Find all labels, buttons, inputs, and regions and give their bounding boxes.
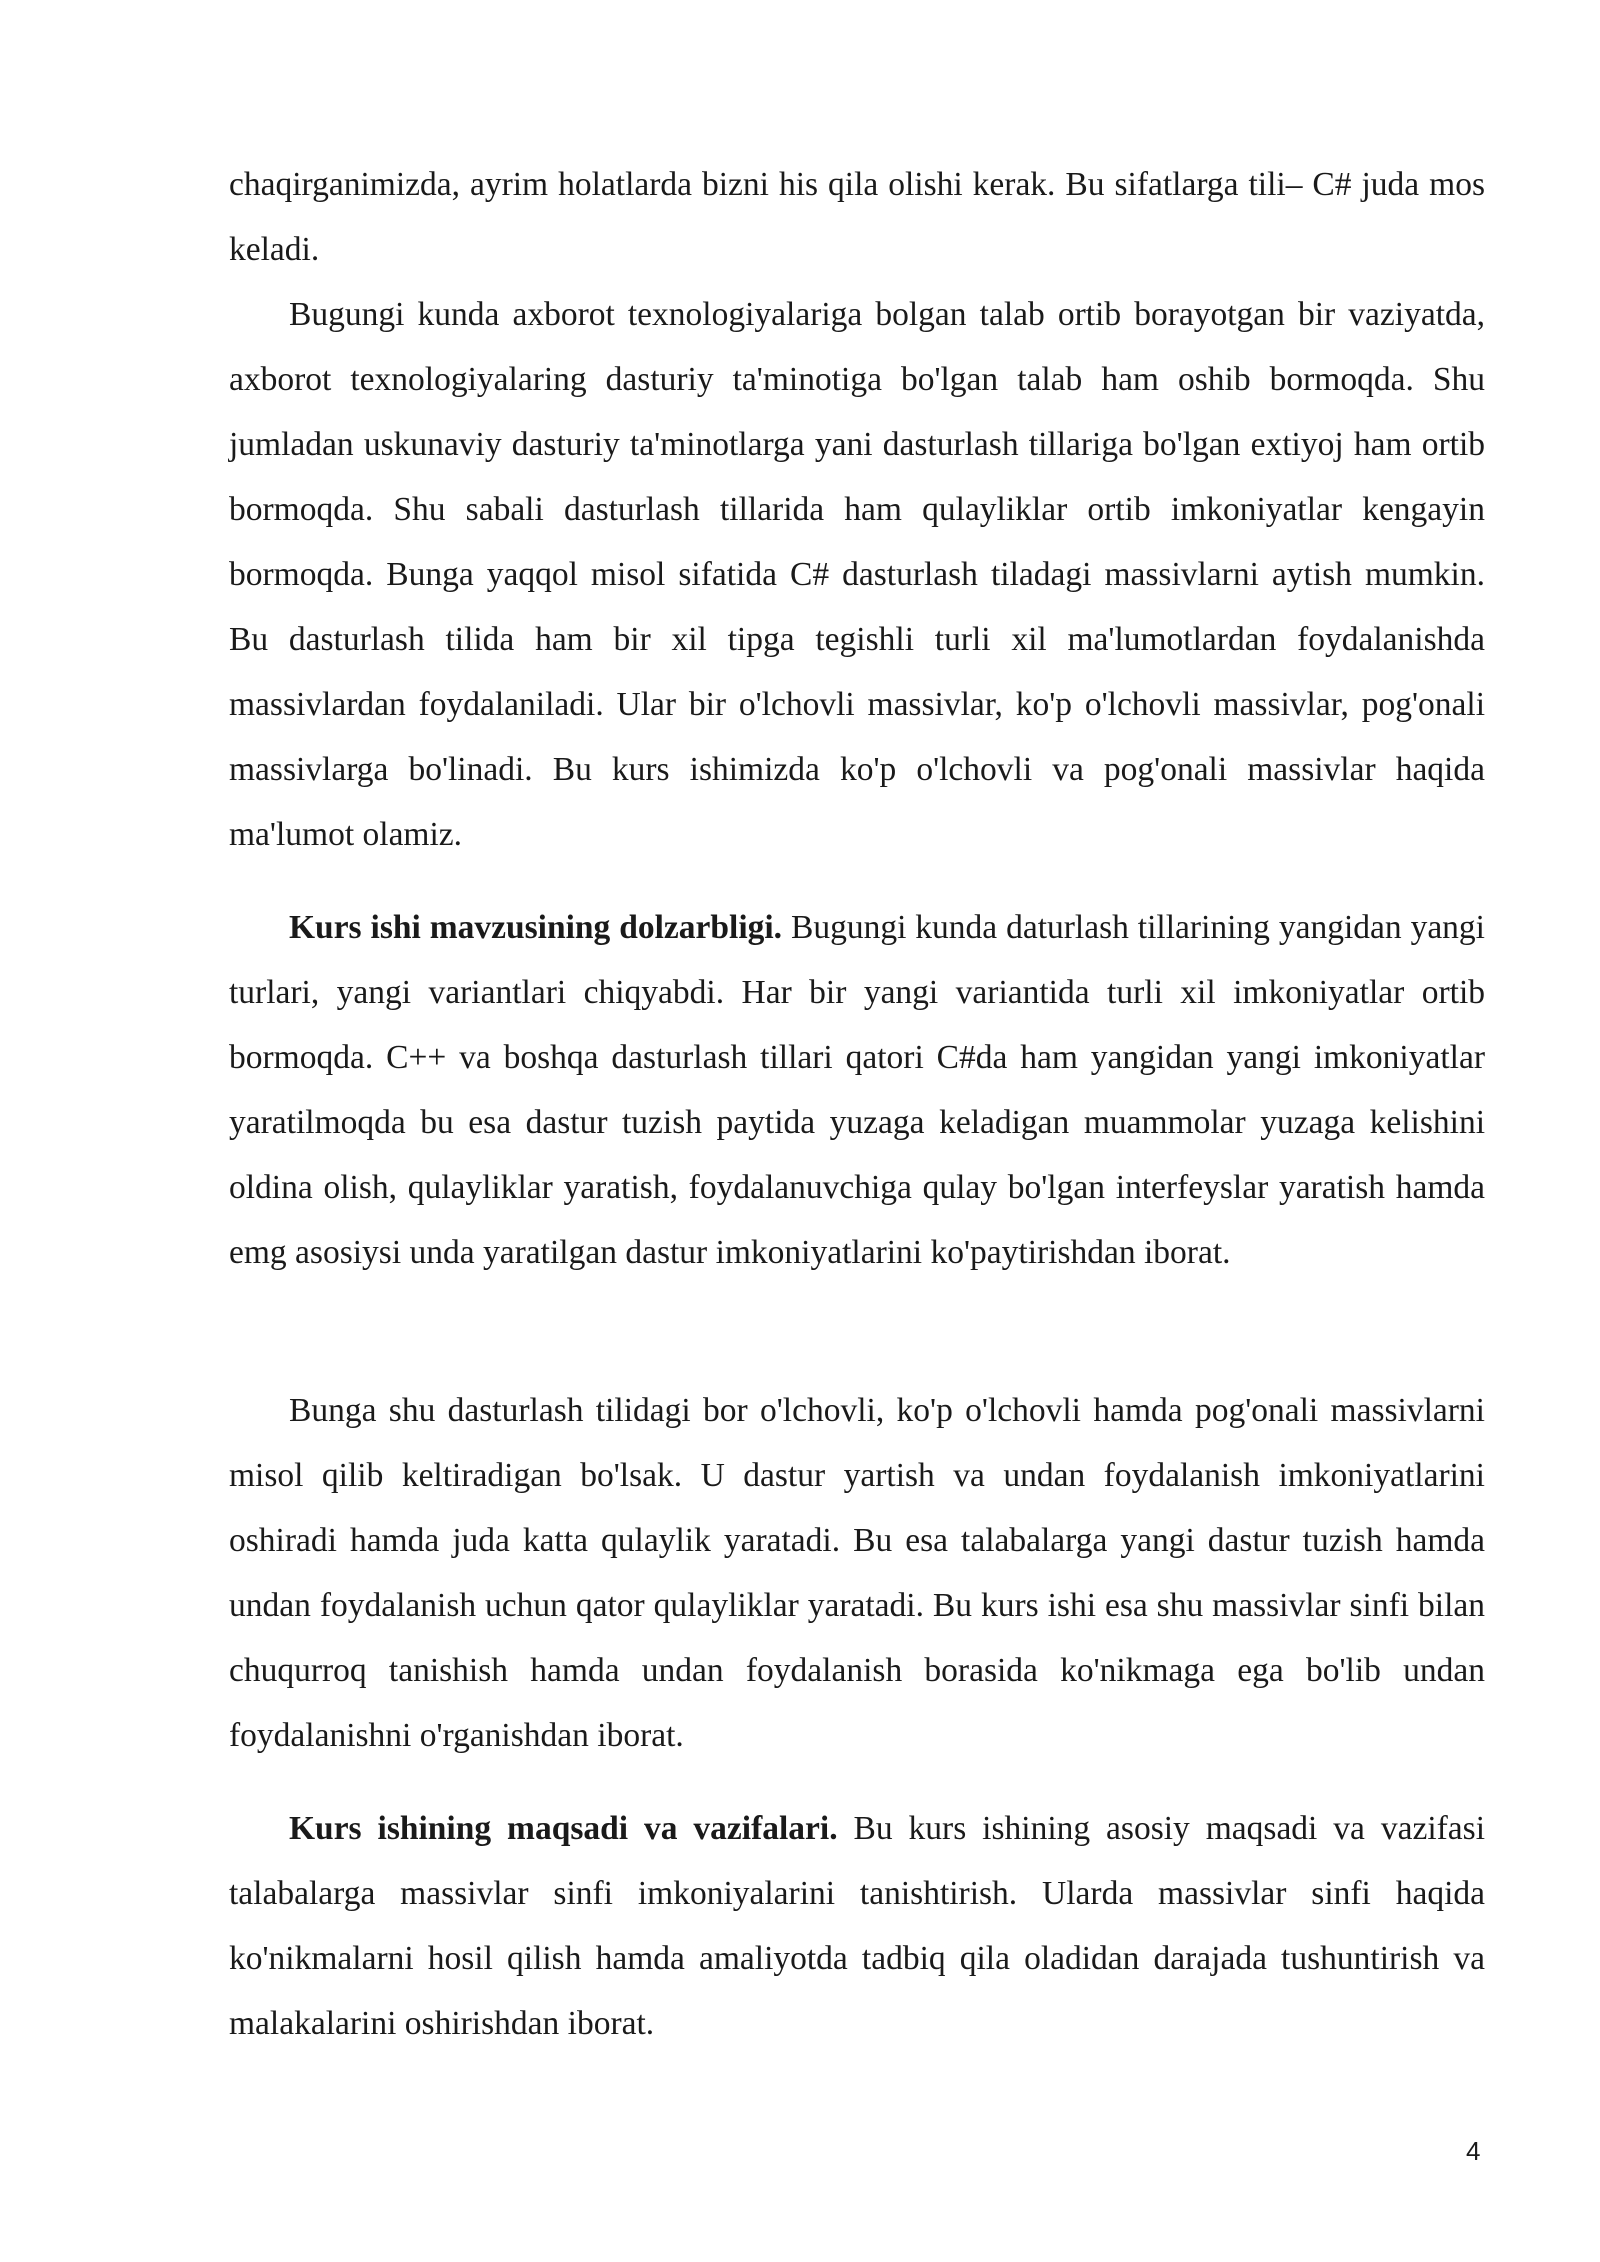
paragraph-5 xyxy=(229,1796,1485,2056)
paragraph-2-text: Bugungi kunda axborot texnologiyalariga bolgan talab ortib borayotgan bir vaziyatda, axborot texnologiyalaring dasturiy ta'minotiga bo'lgan talab ham oshib bormoqda. Shu jumladan uskunaviy dasturiy ta'minotlarga yani dasturlash tillariga bo'lgan extiyoj ham ortib bormoqda. Shu sabali dasturlash tillarida ham qulayliklar ortib imkoniyatlar kengayin bormoqda. Bunga yaqqol misol sifatida C# dasturlash tiladagi massivlarni aytish mumkin. Bu dasturlash tilida ham bir xil tipga tegishli turli xil ma'lumotlardan foydalanishda massivlardan foydalaniladi. Ular bir o'lchovli massivlar, ko'p o'lchovli massivlar, pog'onali massivlarga bo'linadi. Bu kurs ishimizda ko'p o'lchovli va pog'onali massivlar haqida ma'lumot olamiz. xyxy=(229,296,1485,853)
page-number: 4 xyxy=(1466,2136,1481,2166)
paragraph-5-text: Bu kurs ishining asosiy maqsadi va vazifasi talabalarga massivlar sinfi imkoniyalarini tanishtirish. Ularda massivlar sinfi haqida ko'nikmalarni hosil qilish hamda amaliyotda tadbiq qila oladidan darajada tushuntirish va malakalarini oshirishdan iborat. xyxy=(229,1810,1486,2042)
paragraph-2 xyxy=(229,282,1485,867)
paragraph-1-text: chaqirganimizda, ayrim holatlarda bizni his qila olishi kerak. Bu sifatlarga tili– C# juda mos keladi. xyxy=(229,166,1485,268)
paragraph-4-text: Bunga shu dasturlash tilidagi bor o'lchovli, ko'p o'lchovli hamda pog'onali massivlarni misol qilib keltiradigan bo'lsak. U dastur yartish va undan foydalanish imkoniyatlarini oshiradi hamda juda katta qulaylik yaratadi. Bu esa talabalarga yangi dastur tuzish hamda undan foydalanish uchun qator qulayliklar yaratadi. Bu kurs ishi esa shu massivlar sinfi bilan chuqurroq tanishish hamda undan foydalanish borasida ko'nikmaga ega bo'lib undan foydalanishni o'rganishdan iborat. xyxy=(229,1392,1485,1754)
paragraph-3-text: Bugungi kunda daturlash tillarining yangidan yangi turlari, yangi variantlari chiqyabdi. Har bir yangi variantida turli xil imkoniyatlar ortib bormoqda. C++ va boshqa dasturlash tillari qatori C#da ham yangidan yangi imkoniyatlar yaratilmoqda bu esa dastur tuzish paytida yuzaga keladigan muammolar yuzaga kelishini oldina olish, qulayliklar yaratish, foydalanuvchiga qulay bo'lgan interfeyslar yaratish hamda emg asosiysi unda yaratilgan dastur imkoniyatlarini ko'paytirishdan iborat. xyxy=(229,909,1485,1271)
paragraph-4 xyxy=(229,1378,1485,1768)
section-heading-relevance: Kurs ishi mavzusining dolzarbligi. xyxy=(289,909,783,946)
section-heading-goals: Kurs ishining maqsadi va vazifalari. xyxy=(289,1810,838,1847)
paragraph-1 xyxy=(229,152,1485,282)
paragraph-3 xyxy=(229,895,1485,1285)
